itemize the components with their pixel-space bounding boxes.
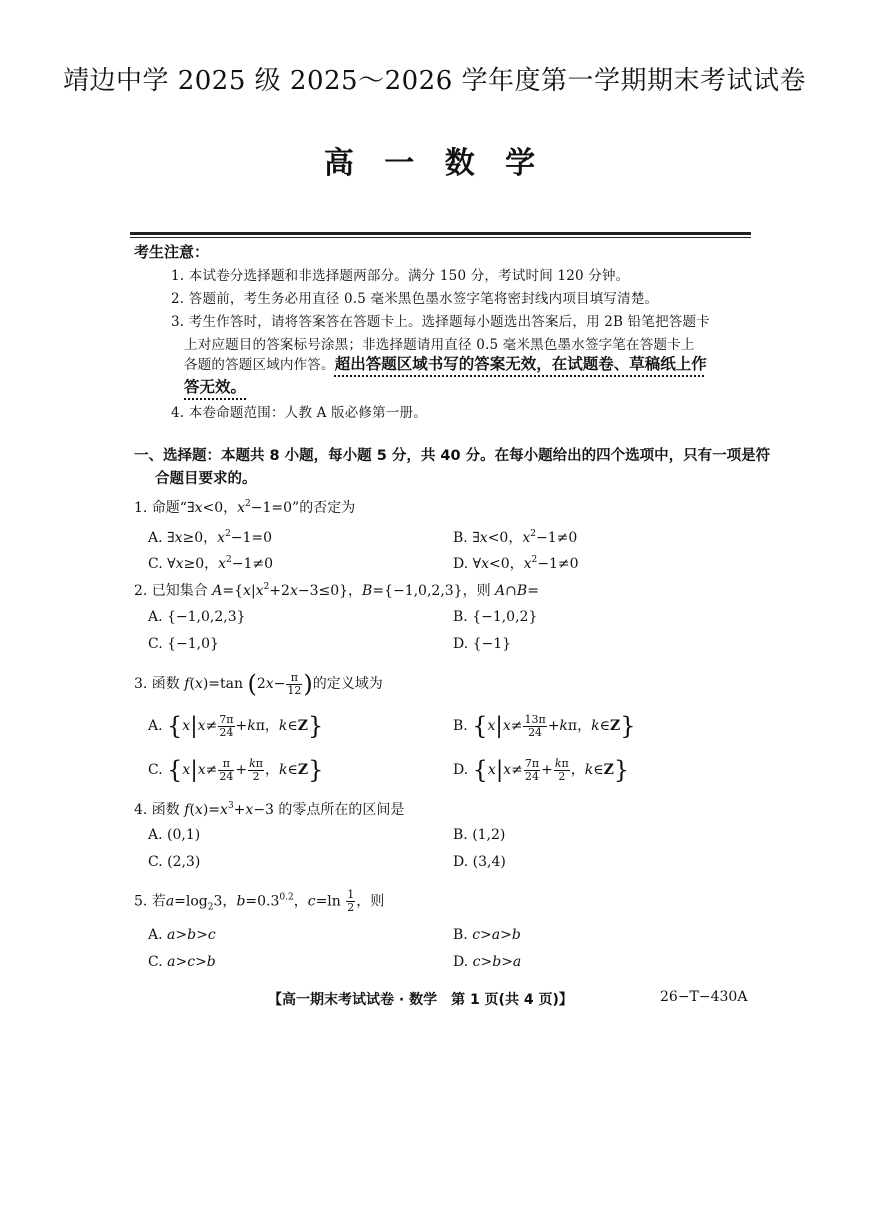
notice-heading: 考生注意：: [134, 243, 210, 261]
q3-option-d[interactable]: D. {x|x≠ $\frac{7\pi}{24}$ + $\frac{k\pi}{2}$ ，k∈Z}: [453, 756, 630, 784]
notice-item-1: 1. 本试卷分选择题和非选择题两部分。满分 150 分，考试时间 120 分钟。: [171, 268, 630, 284]
q2-option-a[interactable]: A. {−1,0,2,3}: [148, 609, 246, 625]
q3-d-label: D.: [453, 762, 469, 778]
notice-item-3-line-4: [184, 375, 246, 397]
notice-item-4: 4. 本卷命题范围：人教 A 版必修第一册。: [171, 405, 427, 421]
q5-option-a[interactable]: A. a>b>c: [148, 927, 216, 943]
q1-suffix: ”的否定为: [292, 500, 356, 516]
q4-option-a[interactable]: A. (0,1): [148, 827, 201, 843]
q4-suffix: 的零点所在的区间是: [278, 802, 405, 818]
q5-c-label: C.: [148, 954, 163, 970]
q2-suffix: ，则: [462, 583, 491, 599]
page-footer: 【高一期末考试试卷 · 数学 第 1 页(共 4 页)】: [268, 992, 573, 1008]
q3-option-b[interactable]: B. {x|x≠ $\frac{13\pi}{24}$ +kπ，k∈Z}: [453, 712, 636, 740]
q5-prefix: 5. 若: [134, 893, 166, 910]
q1-prefix: 1. 命题“: [134, 500, 187, 516]
question-3-stem: 3. 函数 f(x)=tan (2x− $\frac{\pi}{12}$ )的定义域为: [134, 670, 383, 698]
q5-option-b[interactable]: B. c>a>b: [453, 927, 521, 943]
header-divider: [130, 232, 751, 235]
q4-option-c[interactable]: C. (2,3): [148, 854, 201, 870]
q1-a-label: A.: [148, 530, 163, 546]
q3-a-label: A.: [148, 718, 163, 734]
notice-emphasis-2: 答无效。: [184, 378, 247, 396]
q2-option-c[interactable]: C. {−1,0}: [148, 636, 219, 652]
question-4-stem: 4. 函数 $f(x)=x^3+x-3$ 的零点所在的区间是: [134, 801, 405, 818]
paper-code: 26−T−430A: [660, 989, 748, 1005]
header-divider-thin: [130, 237, 751, 238]
q5-option-c[interactable]: C. a>c>b: [148, 954, 216, 970]
notice-item-3-line-1: 3. 考生作答时，请将答案答在答题卡上。选择题每小题选出答案后，用 2B 铅笔把答题卡: [171, 314, 710, 330]
q3-c-label: C.: [148, 762, 163, 778]
notice-item-2: 2. 答题前，考生务必用直径 0.5 毫米黑色墨水签字笔将密封线内项目填写清楚。: [171, 291, 659, 307]
q1-b-label: B.: [453, 530, 468, 546]
q2-option-b[interactable]: B. {−1,0,2}: [453, 609, 538, 625]
notice-item-3-line-2: 上对应题目的答案标号涂黑；非选择题请用直径 0.5 毫米黑色墨水签字笔在答题卡上: [184, 337, 695, 353]
question-5-stem: 5. 若$a=\log_23$，$b=0.3^{0.2}$，c=ln $\frac{1}{2}$ ，则: [134, 888, 385, 914]
q3-option-c[interactable]: C. {x|x≠ $\frac{\pi}{24}$ + $\frac{k\pi}{2}$ ，k∈Z}: [148, 756, 324, 784]
notice-item-3-line-3: [184, 352, 707, 374]
notice-emphasis-1: 超出答题区域书写的答案无效，在试题卷、草稿纸上作: [334, 355, 707, 373]
q2-option-d[interactable]: D. {−1}: [453, 636, 512, 652]
q1-option-b[interactable]: B. ∃x<0，$x^2-1\ne 0$: [453, 529, 578, 546]
q1-option-c[interactable]: C. ∀x≥0，$x^2-1\ne 0$: [148, 555, 274, 572]
q5-option-d[interactable]: D. c>b>a: [453, 954, 522, 970]
q1-option-d[interactable]: D. ∀x<0，$x^2-1\ne 0$: [453, 555, 579, 572]
exam-title: 靖边中学 2025 级 2025～2026 学年度第一学期期末考试试卷: [62, 66, 807, 96]
q2-prefix: 2. 已知集合: [134, 583, 208, 599]
subject-title: 高 一 数 学: [323, 146, 546, 181]
q3-b-label: B.: [453, 718, 468, 734]
notice-item-3-prefix: 各题的答题区域内作答。: [184, 357, 335, 373]
q1-d-label: D.: [453, 556, 469, 572]
question-2-stem: 2. 已知集合 $A=\{x|x^2+2x-3\le 0\}$，B={−1,0,2,3}，则 A∩B=: [134, 582, 539, 599]
q4-prefix: 4. 函数: [134, 802, 180, 818]
q1-option-a[interactable]: A. ∃x≥0，$x^2-1=0$: [148, 529, 273, 546]
section-1-heading: 一、选择题：本题共 8 小题，每小题 5 分，共 40 分。在每小题给出的四个选项中，只有一项是符: [134, 448, 771, 464]
q3-suffix: 的定义域为: [312, 676, 383, 692]
q1-c-label: C.: [148, 556, 163, 572]
q4-option-b[interactable]: B. (1,2): [453, 827, 506, 843]
question-1-stem: 1. 命题“∃x<0，$x^2-1=0$”的否定为: [134, 499, 356, 516]
section-1-heading-cont: 合题目要求的。: [155, 471, 257, 487]
q4-option-d[interactable]: D. (3,4): [453, 854, 506, 870]
q5-a-label: A.: [148, 927, 163, 943]
q3-option-a[interactable]: A. {x|x≠ $\frac{7\pi}{24}$ +kπ，k∈Z}: [148, 712, 324, 740]
q5-b-label: B.: [453, 927, 468, 943]
q3-prefix: 3. 函数: [134, 676, 180, 692]
q5-suffix: ，则: [356, 893, 385, 910]
q5-d-label: D.: [453, 954, 469, 970]
